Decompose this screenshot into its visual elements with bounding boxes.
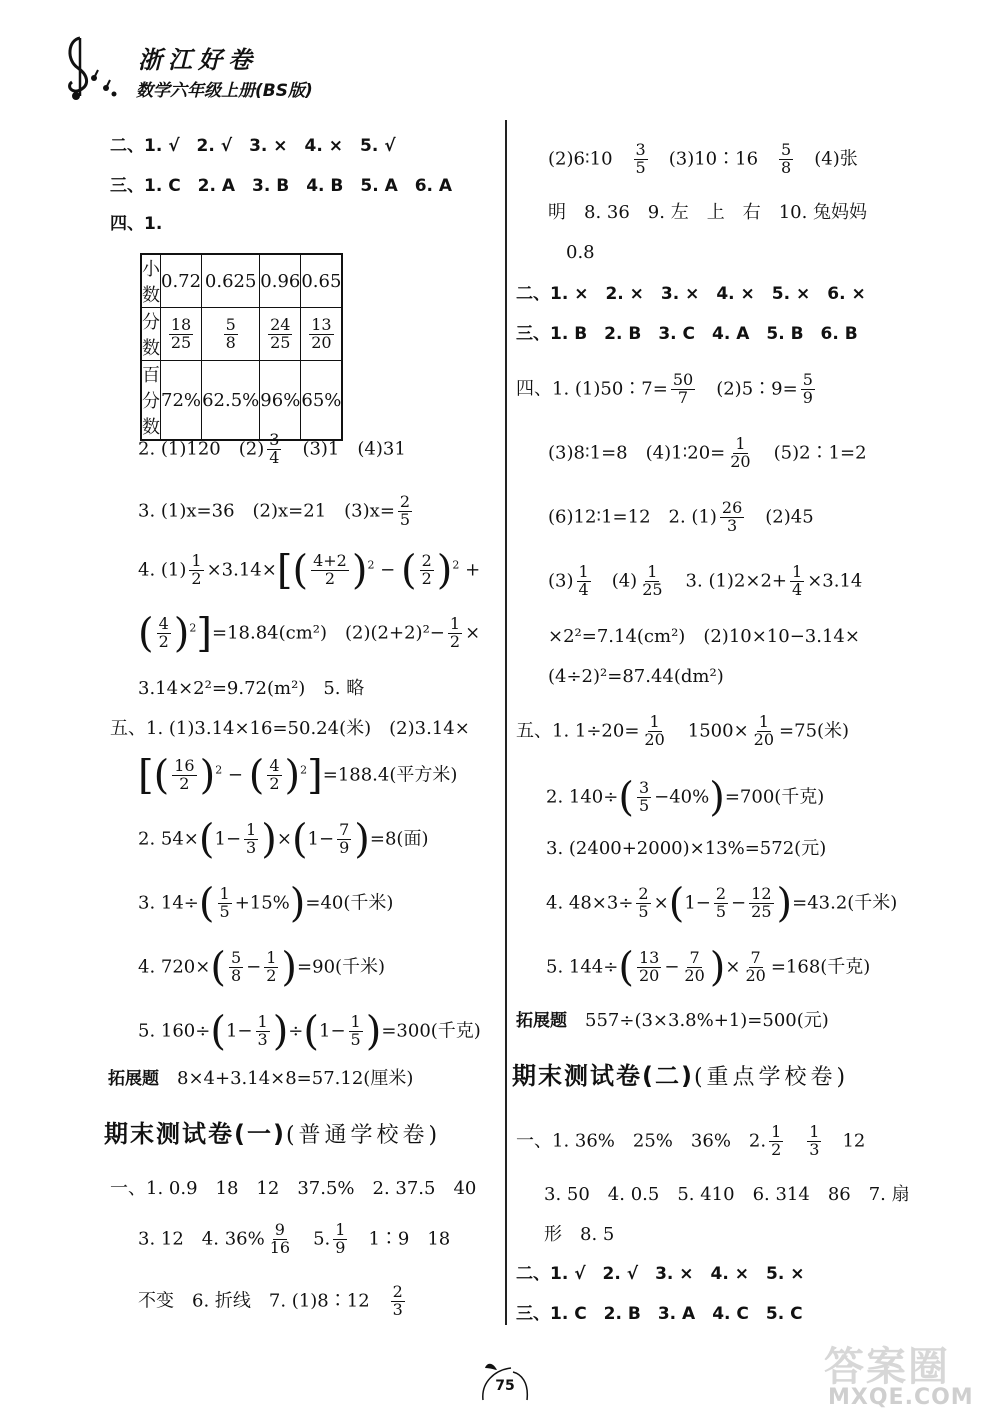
music-note-logo-icon <box>58 30 118 100</box>
answer-line: (3) $\frac{1}{4}$ (4) $\frac{1}{25}$ 3. (1)2×2+ $\frac{1}{4}$ ×3.14 <box>548 562 863 599</box>
answer-line: ×2²=7.14(cm²) (2)10×10−3.14× <box>548 626 860 647</box>
exam2-heading: 期末测试卷(二)(重点学校卷) <box>512 1062 850 1090</box>
answer-line: 三、1. C 2. B 3. A 4. C 5. C <box>516 1304 803 1324</box>
answer-line: 3. (2400+2000)×13%=572(元) <box>546 838 827 859</box>
watermark-url: MXQE.COM <box>828 1385 974 1410</box>
answer-line: 二、1. √ 2. √ 3. × 4. × 5. × <box>516 1264 805 1284</box>
table-cell: 62.5% <box>202 361 260 441</box>
answer-line: 一、1. 36% 25% 36% 2. $\frac{1}{2}$ $\frac{1}{3}$ 12 <box>516 1122 866 1159</box>
watermark-logo: 答案圈 <box>824 1344 950 1390</box>
table-cell: $\frac{5}{8}$ <box>202 308 260 361</box>
column-divider <box>505 120 507 1325</box>
book-subtitle: 数学六年级上册(BS版) <box>136 81 313 101</box>
answer-line: 形 8. 5 <box>544 1224 615 1245</box>
extension-label: 拓展题 <box>108 1069 159 1089</box>
answer-line: (6)12∶1=12 2. (1) $\frac{26}{3}$ (2)45 <box>548 498 814 535</box>
table-cell: $\frac{24}{25}$ <box>260 308 301 361</box>
answer-line: 5. 144÷( $\frac{13}{20}$ − $\frac{7}{20}$ )× $\frac{7}{20}$ =168(千克) <box>546 944 871 991</box>
answer-line: [( $\frac{16}{2}$ )$^2$ − ( $\frac{4}{2}$ )$^2$]=188.4(平方米) <box>138 752 458 799</box>
page-number-badge <box>477 1360 533 1406</box>
answer-line: 5. 160÷(1− $\frac{1}{3}$ )÷(1− $\frac{1}{5}$ )=300(千克) <box>138 1008 481 1055</box>
table-cell: $\frac{18}{25}$ <box>161 308 202 361</box>
page-number: 75 <box>495 1378 515 1394</box>
table-row-fraction <box>141 308 342 361</box>
left-line-mc: 三、1. C 2. A 3. B 4. B 5. A 6. A <box>110 176 453 196</box>
answer-line: (2)6∶10 $\frac{3}{5}$ (3)10∶16 $\frac{5}{8}$ (4)张 <box>548 140 858 177</box>
answer-line: 3. 14÷( $\frac{1}{5}$ +15%)=40(千米) <box>138 880 394 927</box>
table-cell: $\frac{13}{20}$ <box>301 308 343 361</box>
answer-line: 明 8. 36 9. 左 上 右 10. 兔妈妈 <box>548 202 868 223</box>
answer-line: 2. 140÷( $\frac{3}{5}$ −40%)=700(千克) <box>546 774 825 821</box>
left-line-four: 四、1. <box>110 214 163 234</box>
table-header: 分数 <box>141 308 161 361</box>
answer-line: 3. 50 4. 0.5 5. 410 6. 314 86 7. 扇 <box>544 1184 910 1205</box>
answer-line: 三、1. B 2. B 3. C 4. A 5. B 6. B <box>516 324 858 344</box>
answer-line: ( $\frac{4}{2}$ )$^2$]=18.84(cm²) (2)(2+2)²− $\frac{1}{2}$ × <box>138 610 481 657</box>
table-cell: 96% <box>260 361 301 441</box>
extension-line: 拓展题 557÷(3×3.8%+1)=500(元) <box>516 1010 829 1031</box>
table-row-percent <box>141 361 342 441</box>
answer-line: 0.8 <box>566 242 595 263</box>
answer-line: 五、1. 1÷20= $\frac{1}{20}$ 1500× $\frac{1}{20}$ =75(米) <box>516 712 850 749</box>
answer-line: 一、1. 0.9 18 12 37.5% 2. 37.5 40 <box>110 1178 477 1199</box>
table-cell: 0.72 <box>161 254 202 308</box>
conversion-table <box>140 253 343 441</box>
table-header: 小数 <box>141 254 161 308</box>
answer-line: (3)8∶1=8 (4)1∶20= $\frac{1}{20}$ (5)2∶1=2 <box>548 434 867 471</box>
table-row-decimal <box>141 254 342 308</box>
table-cell: 72% <box>161 361 202 441</box>
extension-label: 拓展题 <box>516 1011 567 1031</box>
answer-line: 2. 54×(1− $\frac{1}{3}$ )×(1− $\frac{7}{9}$ )=8(面) <box>138 816 429 863</box>
answer-line: 3. (1)x=36 (2)x=21 (3)x= $\frac{2}{5}$ <box>138 492 411 529</box>
header <box>58 30 358 110</box>
answer-line: 不变 6. 折线 7. (1)8∶12 $\frac{2}{3}$ <box>138 1282 403 1319</box>
answer-line: (4÷2)²=87.44(dm²) <box>548 666 724 687</box>
answer-line: 4. 48×3÷ $\frac{2}{5}$ ×(1− $\frac{2}{5}$ − $\frac{12}{25}$ )=43.2(千米) <box>546 880 898 927</box>
answer-line: 3.14×2²=9.72(m²) 5. 略 <box>138 678 365 699</box>
watermark <box>818 1335 993 1420</box>
exam1-heading: 期末测试卷(一)(普通学校卷) <box>104 1120 442 1148</box>
left-line-tf: 二、1. √ 2. √ 3. × 4. × 5. √ <box>110 136 396 156</box>
brand-title: 浙江好卷 <box>138 45 258 74</box>
table-cell: 0.96 <box>260 254 301 308</box>
answer-line: 四、1. (1)50∶7= $\frac{50}{7}$ (2)5∶9= $\frac{5}{9}$ <box>516 370 813 407</box>
answer-line: 二、1. × 2. × 3. × 4. × 5. × 6. × <box>516 284 866 304</box>
table-header: 百分数 <box>141 361 161 441</box>
answer-line: 4. (1) $\frac{1}{2}$ ×3.14×[( $\frac{4+2}{2}$ )$^2$ − ( $\frac{2}{2}$ )$^2$ + <box>138 547 481 594</box>
answer-line: 五、1. (1)3.14×16=50.24(米) (2)3.14× <box>110 718 470 739</box>
table-cell: 0.65 <box>301 254 343 308</box>
extension-line: 拓展题 8×4+3.14×8=57.12(厘米) <box>108 1068 414 1089</box>
answer-line: 4. 720×( $\frac{5}{8}$ − $\frac{1}{2}$ )=90(千米) <box>138 944 386 991</box>
answer-line: 3. 12 4. 36% $\frac{9}{16}$ 5. $\frac{1}{9}$ 1∶9 18 <box>138 1220 451 1257</box>
table-cell: 0.625 <box>202 254 260 308</box>
answer-line: 2. (1)120 (2) $\frac{3}{4}$ (3)1 (4)31 <box>138 430 406 467</box>
table-cell: 65% <box>301 361 343 441</box>
